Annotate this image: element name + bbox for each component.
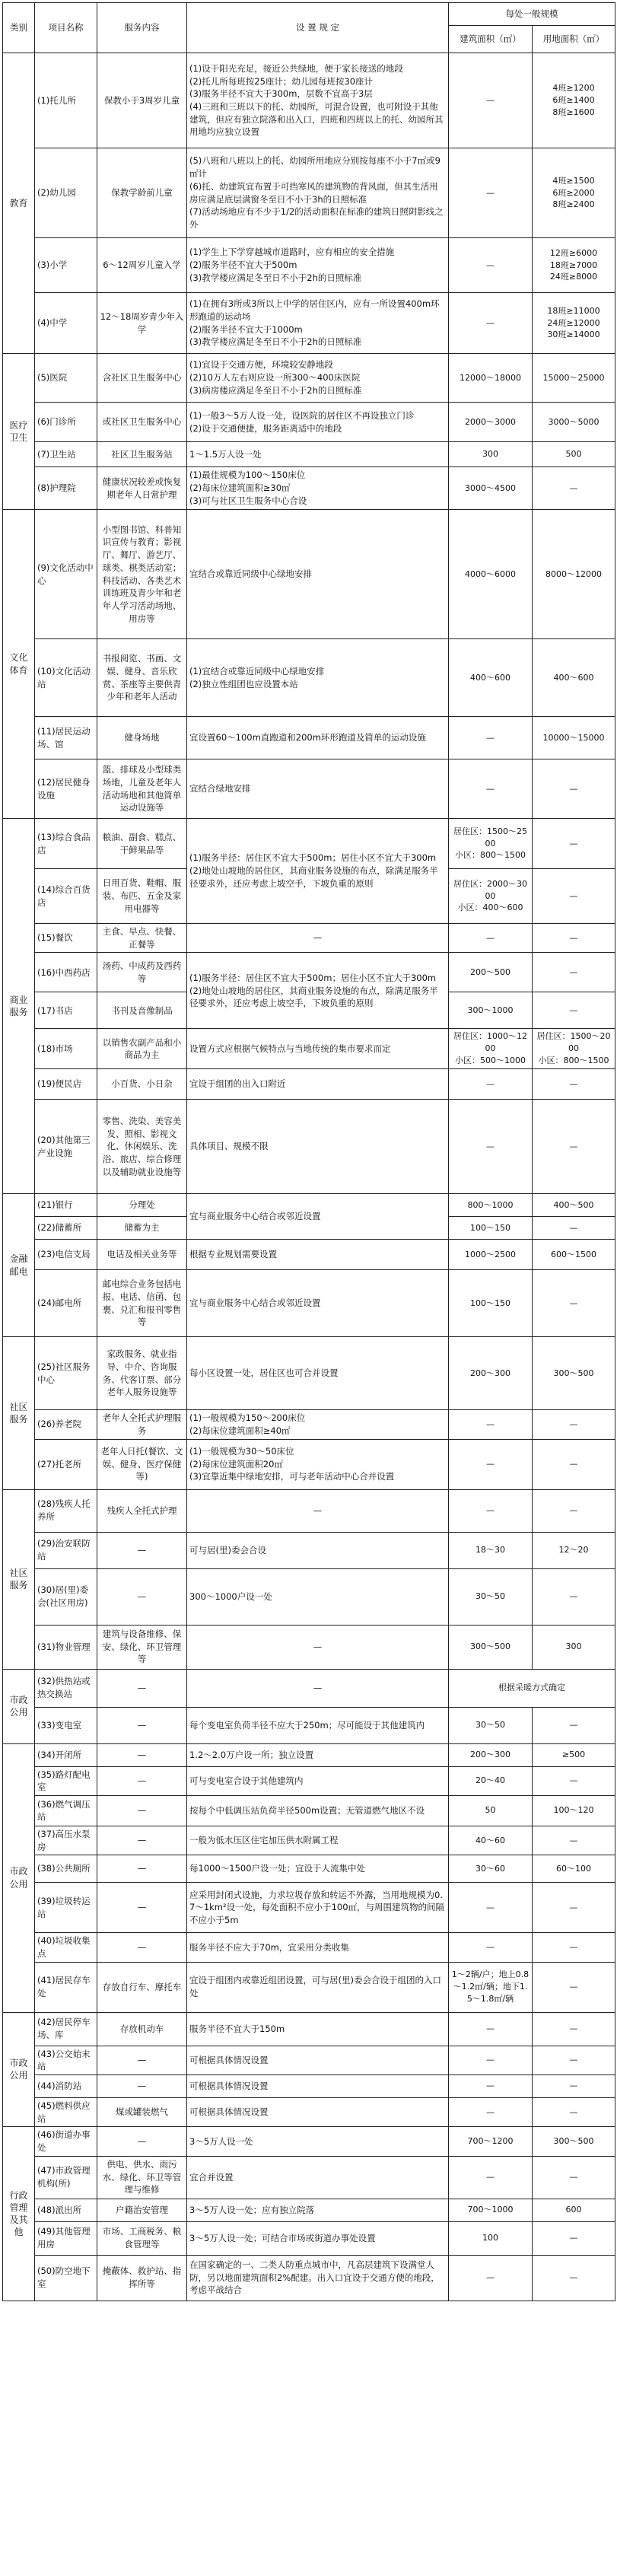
rule-cell: 宜与商业服务中心结合或邻近设置 [187, 1270, 449, 1337]
land-area-cell: — [533, 759, 615, 819]
category-cell: 金融邮电 [3, 1194, 35, 1337]
building-area-cell: — [449, 2046, 533, 2074]
building-area-cell: — [449, 148, 533, 238]
building-area-cell: — [449, 717, 533, 759]
item-name: (45)燃料供应站 [35, 2097, 97, 2126]
category-cell: 市政公用 [3, 2012, 35, 2127]
building-area-cell: 根据采暖方式确定 [449, 1669, 615, 1707]
service-cell: 主食、早点、快餐、正餐等 [97, 924, 187, 953]
header-service: 服务内容 [97, 3, 187, 53]
rule-cell: (1)宜设于交通方便，环境较安静地段 (2)10万人左右则应设一所300～400床医院 (3)病房楼应满足冬至日不小于2h的日照标准 [187, 354, 449, 403]
item-name: (43)公交始末站 [35, 2046, 97, 2074]
land-area-cell: 居住区：1500～2000 小区：800～1500 [533, 1029, 615, 1069]
service-cell: 书报阅览、书画、文娱、健身、音乐欣赏、茶座等主要供青少年和老年人活动 [97, 639, 187, 717]
land-area-cell: — [533, 2097, 615, 2126]
building-area-cell: 300～500 [449, 1625, 533, 1669]
item-name: (39)垃圾转运站 [35, 1883, 97, 1933]
land-area-cell: — [533, 992, 615, 1029]
item-name: (49)其他管理用房 [35, 2221, 97, 2255]
item-name: (42)居民停车场、库 [35, 2012, 97, 2046]
land-area-cell: ≥500 [533, 1743, 615, 1766]
rule-cell: 应采用封闭式设施，力求垃圾存放和转运不外露，当用地规模为0.7～1km²设一处，每处面积不应小于100㎡，与周围建筑物的间隔不应小于5m [187, 1883, 449, 1933]
category-cell: 商业服务 [3, 819, 35, 1194]
land-area-cell: — [533, 2074, 615, 2097]
building-area-cell: — [449, 1439, 533, 1489]
building-area-cell: 1～2辆/户；地上0.8～1.2㎡/辆；地下1.5～1.8㎡/辆 [449, 1962, 533, 2012]
rule-cell: (1)学生上下学穿越城市道路时，应有相应的安全措施 (2)服务半径不宜大于500m (3)教学楼应满足冬至日不小于2h的日照标准 [187, 238, 449, 293]
land-area-cell: 12～20 [533, 1532, 615, 1568]
service-cell: — [97, 1532, 187, 1568]
service-cell: 12～18周岁青少年入学 [97, 293, 187, 354]
rule-cell: 可根据具体情况设置 [187, 2046, 449, 2074]
header-scale: 每处一般规模 [449, 3, 615, 26]
service-cell: 汤药、中成药及西药等 [97, 953, 187, 992]
building-area-cell: — [449, 2156, 533, 2199]
rule-cell: 3～5万人设一处 [187, 2127, 449, 2156]
item-name: (14)综合百货店 [35, 869, 97, 924]
header-item: 项目名称 [35, 3, 97, 53]
land-area-cell: 400～600 [533, 639, 615, 717]
land-area-cell: 300～500 [533, 1337, 615, 1410]
item-name: (34)开闭所 [35, 1743, 97, 1766]
service-cell: 供电、供水、雨污水、绿化、环卫等管理与维修 [97, 2156, 187, 2199]
rule-cell: (1)最佳规模为100～150床位 (2)每床位建筑面积≥30㎡ (3)可与社区卫生服务中心合设 [187, 467, 449, 510]
land-area-cell: 400～500 [533, 1194, 615, 1217]
item-name: (36)燃气调压站 [35, 1795, 97, 1826]
land-area-cell: 3000～5000 [533, 403, 615, 442]
service-cell: 或社区卫生服务中心 [97, 403, 187, 442]
building-area-cell: 400～600 [449, 639, 533, 717]
item-name: (37)高压水泵房 [35, 1826, 97, 1855]
item-name: (8)护理院 [35, 467, 97, 510]
service-cell: — [97, 1855, 187, 1883]
building-area-cell: 200～500 [449, 953, 533, 992]
item-name: (9)文化活动中心 [35, 510, 97, 639]
building-area-cell: 20～40 [449, 1766, 533, 1795]
rule-cell: 3～5万人设一处；可结合市场或街道办事处设置 [187, 2221, 449, 2255]
building-area-cell: — [449, 1489, 533, 1532]
header-rule: 设 置 规 定 [187, 3, 449, 53]
land-area-cell: 500 [533, 442, 615, 467]
land-area-cell: — [533, 467, 615, 510]
category-cell: 市政公用 [3, 1743, 35, 2012]
rule-cell: 根据专业规划需要设置 [187, 1240, 449, 1270]
building-area-cell: — [449, 238, 533, 293]
item-name: (7)卫生站 [35, 442, 97, 467]
land-area-cell: — [533, 2255, 615, 2301]
item-name: (1)托儿所 [35, 53, 97, 148]
item-name: (27)托老所 [35, 1439, 97, 1489]
rule-cell: 1.2～2.0万户设一所；独立设置 [187, 1743, 449, 1766]
item-name: (6)门诊所 [35, 403, 97, 442]
rule-cell: (1)一般规模为150～200床位 (2)每床位建筑面积≥40㎡ [187, 1410, 449, 1439]
rule-cell: 一般为低水压区住宅加压供水附属工程 [187, 1826, 449, 1855]
item-name: (44)消防站 [35, 2074, 97, 2097]
rule-cell: 在国家确定的一、二类人防重点城市中，凡高层建筑下设满堂人防，另以地面建筑面积2%配建。出入口宜设于交通方便的地段，考虑平战结合 [187, 2255, 449, 2301]
land-area-cell: — [533, 2046, 615, 2074]
rule-cell: 可与变电室合设于其他建筑内 [187, 1766, 449, 1795]
rule-cell: 按每个中低调压站负荷半径500m设置；无管道燃气地区不设 [187, 1795, 449, 1826]
service-cell: 社区卫生服务站 [97, 442, 187, 467]
land-area-cell: — [533, 953, 615, 992]
rule-cell: 服务半径不应大于70m，宜采用分类收集 [187, 1933, 449, 1962]
service-cell: 健身场地 [97, 717, 187, 759]
land-area-cell: 600 [533, 2199, 615, 2221]
service-cell: — [97, 2127, 187, 2156]
item-name: (15)餐饮 [35, 924, 97, 953]
land-area-cell: — [533, 1270, 615, 1337]
item-name: (22)储蓄所 [35, 1217, 97, 1240]
building-area-cell: 30～50 [449, 1568, 533, 1625]
land-area-cell: 10000～15000 [533, 717, 615, 759]
item-name: (11)居民运动场、馆 [35, 717, 97, 759]
category-cell: 文化体育 [3, 510, 35, 819]
service-cell: 以销售农副产品和小商品为主 [97, 1029, 187, 1069]
building-area-cell: 700～1200 [449, 2127, 533, 2156]
service-cell: 电话及相关业务等 [97, 1240, 187, 1270]
building-area-cell: 200～300 [449, 1743, 533, 1766]
service-cell: — [97, 1766, 187, 1795]
land-area-cell: — [533, 819, 615, 869]
building-area-cell: 居住区：1000～1200 小区：500～1000 [449, 1029, 533, 1069]
service-cell: — [97, 2074, 187, 2097]
service-cell: 篮、排球及小型球类场地，儿童及老年人活动场地和其他简单运动设施等 [97, 759, 187, 819]
land-area-cell: — [533, 1217, 615, 1240]
land-area-cell: 4班≥1500 6班≥2000 8班≥2400 [533, 148, 615, 238]
land-area-cell: — [533, 1568, 615, 1625]
service-cell: 健康状况较差或恢复期老年人日常护理 [97, 467, 187, 510]
service-cell: 老年人日托(餐饮、文娱、健身、医疗保健等) [97, 1439, 187, 1489]
building-area-cell: — [449, 2012, 533, 2046]
land-area-cell: 18班≥11000 24班≥12000 30班≥14000 [533, 293, 615, 354]
building-area-cell: 1000～2500 [449, 1240, 533, 1270]
land-area-cell: — [533, 1410, 615, 1439]
rule-cell: 宜与商业服务中心结合或邻近设置 [187, 1194, 449, 1240]
building-area-cell: — [449, 293, 533, 354]
rule-cell: 每1000～1500户设一处；宜设于人流集中处 [187, 1855, 449, 1883]
land-area-cell: 100～120 [533, 1795, 615, 1826]
rule-cell: 具体项目、规模不限 [187, 1100, 449, 1194]
item-name: (35)路灯配电室 [35, 1766, 97, 1795]
land-area-cell: 300～500 [533, 2127, 615, 2156]
item-name: (40)垃圾收集点 [35, 1933, 97, 1962]
land-area-cell: 4班≥1200 6班≥1400 8班≥1600 [533, 53, 615, 148]
land-area-cell: — [533, 924, 615, 953]
building-area-cell: 800～1000 [449, 1194, 533, 1217]
building-area-cell: 300 [449, 442, 533, 467]
land-area-cell: — [533, 1933, 615, 1962]
service-cell: 邮电综合业务包括电报、电话、信函、包裹、兑汇和报刊零售等 [97, 1270, 187, 1337]
service-cell: 残疾人全托式护理 [97, 1489, 187, 1532]
service-cell: 保教学龄前儿童 [97, 148, 187, 238]
service-cell: 市场、工商税务、粮食管理等 [97, 2221, 187, 2255]
rule-cell: (1)在拥有3所或3所以上中学的居住区内，应有一所设置400m环形跑道的运动场 (2)服务半径不宜大于1000m (3)教学楼应满足冬至日不小于2h的日照标准 [187, 293, 449, 354]
item-name: (41)居民存车处 [35, 1962, 97, 2012]
service-cell: 小型图书馆、科普知识宣传与教育；影视厅、舞厅、游艺厅、球类、棋类活动室；科技活动、各类艺术训练班及青少年和老年人学习活动场地、用房等 [97, 510, 187, 639]
facility-table [2, 2, 615, 2301]
rule-cell: 宜结合绿地安排 [187, 759, 449, 819]
rule-cell: (1)一般3～5万人设一处，设医院的居住区不再设独立门诊 (2)设于交通便捷，服务距离适中的地段 [187, 403, 449, 442]
service-cell: — [97, 1883, 187, 1933]
land-area-cell: — [533, 2156, 615, 2199]
building-area-cell: — [449, 1069, 533, 1100]
building-area-cell: — [449, 2097, 533, 2126]
land-area-cell: — [533, 1707, 615, 1743]
service-cell: 存放自行车、摩托车 [97, 1962, 187, 2012]
land-area-cell: — [533, 1069, 615, 1100]
land-area-cell: — [533, 1826, 615, 1855]
rule-cell: — [187, 1489, 449, 1532]
service-cell: 小百货、小日杂 [97, 1069, 187, 1100]
category-cell: 医疗卫生 [3, 354, 35, 510]
service-cell: 户籍治安管理 [97, 2199, 187, 2221]
building-area-cell: — [449, 1933, 533, 1962]
building-area-cell: — [449, 2074, 533, 2097]
service-cell: — [97, 1669, 187, 1707]
item-name: (21)银行 [35, 1194, 97, 1217]
land-area-cell: — [533, 2221, 615, 2255]
item-name: (32)供热站或热交换站 [35, 1669, 97, 1707]
category-cell: 市政公用 [3, 1669, 35, 1743]
item-name: (4)中学 [35, 293, 97, 354]
rule-cell: 可根据具体情况设置 [187, 2097, 449, 2126]
building-area-cell: 3000～4500 [449, 467, 533, 510]
rule-cell: 宜设置60～100m直跑道和200m环形跑道及简单的运动设施 [187, 717, 449, 759]
rule-cell: 每小区设置一处，居住区也可合并设置 [187, 1337, 449, 1410]
rule-cell: (1)宜结合或靠近同级中心绿地安排 (2)独立性组团也应设置本站 [187, 639, 449, 717]
building-area-cell: 2000～3000 [449, 403, 533, 442]
land-area-cell: — [533, 1962, 615, 2012]
land-area-cell: — [533, 1766, 615, 1795]
land-area-cell: — [533, 1489, 615, 1532]
rule-cell: (1)一般规模为30～50床位 (2)每床位建筑面积20㎡ (3)宜靠近集中绿地安排，可与老年活动中心合并设置 [187, 1439, 449, 1489]
rule-cell: — [187, 1625, 449, 1669]
service-cell: 6～12周岁儿童入学 [97, 238, 187, 293]
item-name: (25)社区服务中心 [35, 1337, 97, 1410]
land-area-cell: — [533, 869, 615, 924]
building-area-cell: 40～60 [449, 1826, 533, 1855]
land-area-cell: 12班≥6000 18班≥7000 24班≥8000 [533, 238, 615, 293]
building-area-cell: 18～30 [449, 1532, 533, 1568]
rule-cell: 宜结合或靠近同级中心绿地安排 [187, 510, 449, 639]
rule-cell: 宜设于组团内或靠近组团设置，可与居(里)委会合设于组团的入口处 [187, 1962, 449, 2012]
service-cell: 家政服务、就业指导、中介、咨询服务、代客订票、部分老年人服务设施等 [97, 1337, 187, 1410]
service-cell: — [97, 1707, 187, 1743]
rule-cell: 300～1000户设一处 [187, 1568, 449, 1625]
rule-cell: (1)服务半径：居住区不宜大于500m；居住小区不宜大于300m (2)地处山坡地的居住区，其商业服务设施的布点，除满足服务半径要求外，还应考虑上坡空手，下坡负重的原则 [187, 819, 449, 924]
building-area-cell: 12000～18000 [449, 354, 533, 403]
land-area-cell: 15000～25000 [533, 354, 615, 403]
item-name: (12)居民健身设施 [35, 759, 97, 819]
building-area-cell: — [449, 2255, 533, 2301]
service-cell: — [97, 1826, 187, 1855]
item-name: (17)书店 [35, 992, 97, 1029]
building-area-cell: 100 [449, 2221, 533, 2255]
service-cell: 分理处 [97, 1194, 187, 1217]
item-name: (19)便民店 [35, 1069, 97, 1100]
header-category: 类别 [3, 3, 35, 53]
rule-cell: (1)服务半径：居住区不宜大于500m；居住小区不宜大于300m (2)地处山坡地的居住区，其商业服务设施的布点，除满足服务半径要求外，还应考虑上坡空手，下坡负重的原则 [187, 953, 449, 1029]
rule-cell: 可根据具体情况设置 [187, 2074, 449, 2097]
building-area-cell: — [449, 1410, 533, 1439]
building-area-cell: — [449, 1100, 533, 1194]
building-area-cell: 居住区：2000～3000 小区：400～600 [449, 869, 533, 924]
building-area-cell: — [449, 53, 533, 148]
item-name: (29)治安联防站 [35, 1532, 97, 1568]
service-cell: — [97, 1933, 187, 1962]
building-area-cell: 700～1000 [449, 2199, 533, 2221]
rule-cell: 服务半径不宜大于150m [187, 2012, 449, 2046]
service-cell: 煤或罐装燃气 [97, 2097, 187, 2126]
rule-cell: 设置方式应根据气候特点与当地传统的集市要求而定 [187, 1029, 449, 1069]
service-cell: 掩蔽体、救护站、指挥所等 [97, 2255, 187, 2301]
item-name: (3)小学 [35, 238, 97, 293]
service-cell: — [97, 1795, 187, 1826]
rule-cell: 宜设于组团的出入口附近 [187, 1069, 449, 1100]
building-area-cell: — [449, 924, 533, 953]
rule-cell: 宜合并设置 [187, 2156, 449, 2199]
rule-cell: — [187, 1669, 449, 1707]
item-name: (10)文化活动站 [35, 639, 97, 717]
building-area-cell: 100～150 [449, 1217, 533, 1240]
item-name: (46)街道办事处 [35, 2127, 97, 2156]
service-cell: 保教小于3周岁儿童 [97, 53, 187, 148]
item-name: (13)综合食品店 [35, 819, 97, 869]
rule-cell: 可与居(里)委会合设 [187, 1532, 449, 1568]
land-area-cell: — [533, 2012, 615, 2046]
item-name: (23)电信支局 [35, 1240, 97, 1270]
category-cell: 社区服务 [3, 1489, 35, 1669]
building-area-cell: 50 [449, 1795, 533, 1826]
building-area-cell: 居住区：1500～2500 小区：800～1500 [449, 819, 533, 869]
category-cell: 社区服务 [3, 1337, 35, 1489]
rule-cell: (5)八班和八班以上的托、幼园所用地应分别按每座不小于7㎡或9㎡计 (6)托、幼建筑宜布置于可挡寒风的建筑物的背风面，但其生活用房应满足底层满窗冬至日不小于3h的日照标准 (7)活动场地应有不少于1/2的活动面积在标准的建筑日照阴影线之外 [187, 148, 449, 238]
item-name: (16)中西药店 [35, 953, 97, 992]
service-cell: 日用百货、鞋帽、服装、布匹、五金及家用电器等 [97, 869, 187, 924]
building-area-cell: 30～50 [449, 1707, 533, 1743]
service-cell: 建筑与设备维修、保安、绿化、环卫管理等 [97, 1625, 187, 1669]
service-cell: 零售、洗染、美容美发、照相、影视文化、休闲娱乐、洗浴、旅店、综合修理以及辅助就业设施等 [97, 1100, 187, 1194]
service-cell: — [97, 1568, 187, 1625]
item-name: (33)变电室 [35, 1707, 97, 1743]
building-area-cell: 300～1000 [449, 992, 533, 1029]
header-building: 建筑面积（㎡） [449, 26, 533, 53]
land-area-cell: — [533, 1883, 615, 1933]
item-name: (26)养老院 [35, 1410, 97, 1439]
item-name: (50)防空地下室 [35, 2255, 97, 2301]
item-name: (30)居(里)委会(社区用房) [35, 1568, 97, 1625]
rule-cell: 1～1.5万人设一处 [187, 442, 449, 467]
item-name: (48)派出所 [35, 2199, 97, 2221]
service-cell: 粮油、副食、糕点、干鲜果品等 [97, 819, 187, 869]
land-area-cell: — [533, 1100, 615, 1194]
building-area-cell: 30～60 [449, 1855, 533, 1883]
service-cell: 老年人全托式护理服务 [97, 1410, 187, 1439]
land-area-cell: 60～100 [533, 1855, 615, 1883]
building-area-cell: 4000～6000 [449, 510, 533, 639]
service-cell: 存放机动车 [97, 2012, 187, 2046]
rule-cell: 3～5万人设一处；应有独立院落 [187, 2199, 449, 2221]
rule-cell: — [187, 924, 449, 953]
item-name: (20)其他第三产业设施 [35, 1100, 97, 1194]
category-cell: 教育 [3, 53, 35, 354]
service-cell: — [97, 2046, 187, 2074]
rule-cell: 每个变电室负荷半径不应大于250m；尽可能设于其他建筑内 [187, 1707, 449, 1743]
item-name: (38)公共厕所 [35, 1855, 97, 1883]
item-name: (18)市场 [35, 1029, 97, 1069]
land-area-cell: 300 [533, 1625, 615, 1669]
item-name: (5)医院 [35, 354, 97, 403]
building-area-cell: 100～150 [449, 1270, 533, 1337]
land-area-cell: 8000～12000 [533, 510, 615, 639]
land-area-cell: — [533, 1439, 615, 1489]
item-name: (28)残疾人托养所 [35, 1489, 97, 1532]
service-cell: — [97, 1743, 187, 1766]
building-area-cell: — [449, 759, 533, 819]
category-cell: 行政管理及其他 [3, 2127, 35, 2301]
item-name: (47)市政管理机构(所) [35, 2156, 97, 2199]
service-cell: 书刊及音像制品 [97, 992, 187, 1029]
rule-cell: (1)设于阳光充足，接近公共绿地，便于家长接送的地段 (2)托儿所每班按25座计；幼儿园每班按30座计 (3)服务半径不宜大于300m，层数不宜高于3层 (4)三班和三班以下的托、幼园所，可混合设置，也可附设于其他建筑，但应有独立院落和出入口，四班和四班以上的托、幼园所其用地均应独立设置 [187, 53, 449, 148]
service-cell: 储蓄为主 [97, 1217, 187, 1240]
item-name: (24)邮电所 [35, 1270, 97, 1337]
item-name: (2)幼儿园 [35, 148, 97, 238]
header-land: 用地面积（㎡） [533, 26, 615, 53]
item-name: (31)物业管理 [35, 1625, 97, 1669]
building-area-cell: 200～300 [449, 1337, 533, 1410]
service-cell: 含社区卫生服务中心 [97, 354, 187, 403]
land-area-cell: 600～1500 [533, 1240, 615, 1270]
building-area-cell: — [449, 1883, 533, 1933]
